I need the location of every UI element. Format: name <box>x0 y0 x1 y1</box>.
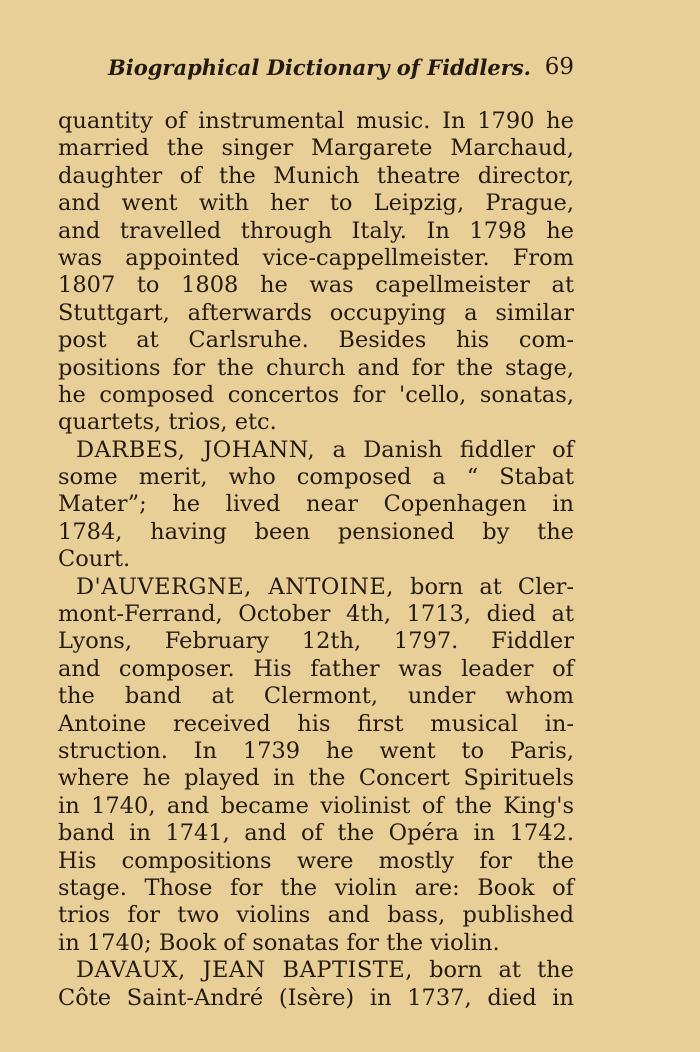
running-title: Biographical Dictionary of Fiddlers. <box>108 54 531 80</box>
text-line: daughter of the Munich theatre director, <box>58 162 574 189</box>
text-line: some merit, who composed a “ Stabat <box>58 464 574 491</box>
text-line: and travelled through Italy. In 1798 he <box>58 217 574 244</box>
text-line: Stuttgart, afterwards occupying a similar <box>58 299 574 326</box>
text-line: mont-Ferrand, October 4th, 1713, died at <box>58 601 574 628</box>
text-line: quantity of instrumental music. In 1790 he <box>58 108 574 134</box>
text-line: Court. <box>58 546 131 573</box>
entry-dauvergne <box>58 574 574 957</box>
text-line: in 1740; Book of sonatas for the violin. <box>58 929 500 956</box>
text-line: struction. In 1739 he went to Paris, <box>58 737 574 764</box>
text-line: Mater”; he lived near Copenhagen in <box>58 491 574 518</box>
text-line: trios for two violins and bass, published <box>58 902 574 929</box>
text-line: where he played in the Concert Spirituels <box>58 765 574 792</box>
entry-davaux <box>58 957 574 1012</box>
entry-first-line <box>58 574 574 601</box>
text-line: was appointed vice-cappellmeister. From <box>58 244 574 271</box>
text-line: in 1740, and became violinist of the King's <box>58 792 574 819</box>
text-line: Lyons, February 12th, 1797. Fiddler <box>58 628 574 655</box>
text-line: 1784, having been pensioned by the <box>58 518 574 545</box>
text-line: post at Carlsruhe. Besides his com- <box>58 327 574 354</box>
entry-first-line <box>58 437 574 464</box>
text-line: positions for the church and for the stage, <box>58 354 574 381</box>
entry-first-line-rest: a Danish fiddler of <box>315 436 575 463</box>
body-text <box>58 108 574 1012</box>
text-line: he composed concertos for 'cello, sonatas, <box>58 381 574 408</box>
text-line: and composer. His father was leader of <box>58 655 574 682</box>
entry-name: DARBES, JOHANN, <box>76 436 316 463</box>
text-line: Côte Saint-André (Isère) in 1737, died in <box>58 984 574 1011</box>
text-line: married the singer Margarete Marchaud, <box>58 135 574 162</box>
paragraph-continuation <box>58 108 574 437</box>
text-line: stage. Those for the violin are: Book of <box>58 874 574 901</box>
entry-darbes <box>58 437 574 574</box>
text-line: band in 1741, and of the Opéra in 1742. <box>58 820 574 847</box>
text-line: His compositions were mostly for the <box>58 847 574 874</box>
running-header <box>108 50 574 84</box>
text-line: Antoine received his first musical in- <box>58 710 574 737</box>
text-line: quartets, trios, etc. <box>58 409 277 436</box>
entry-first-line-rest: born at the <box>412 957 574 984</box>
text-line: 1807 to 1808 he was capellmeister at <box>58 272 574 299</box>
text-line: the band at Clermont, under whom <box>58 683 574 710</box>
page-number: 69 <box>544 54 574 80</box>
entry-first-line-rest: born at Cler- <box>393 573 574 600</box>
entry-name: D'AUVERGNE, ANTOINE, <box>76 573 394 600</box>
text-line: and went with her to Leipzig, Prague, <box>58 190 574 217</box>
entry-name: DAVAUX, JEAN BAPTISTE, <box>76 957 413 984</box>
entry-first-line <box>58 957 574 984</box>
